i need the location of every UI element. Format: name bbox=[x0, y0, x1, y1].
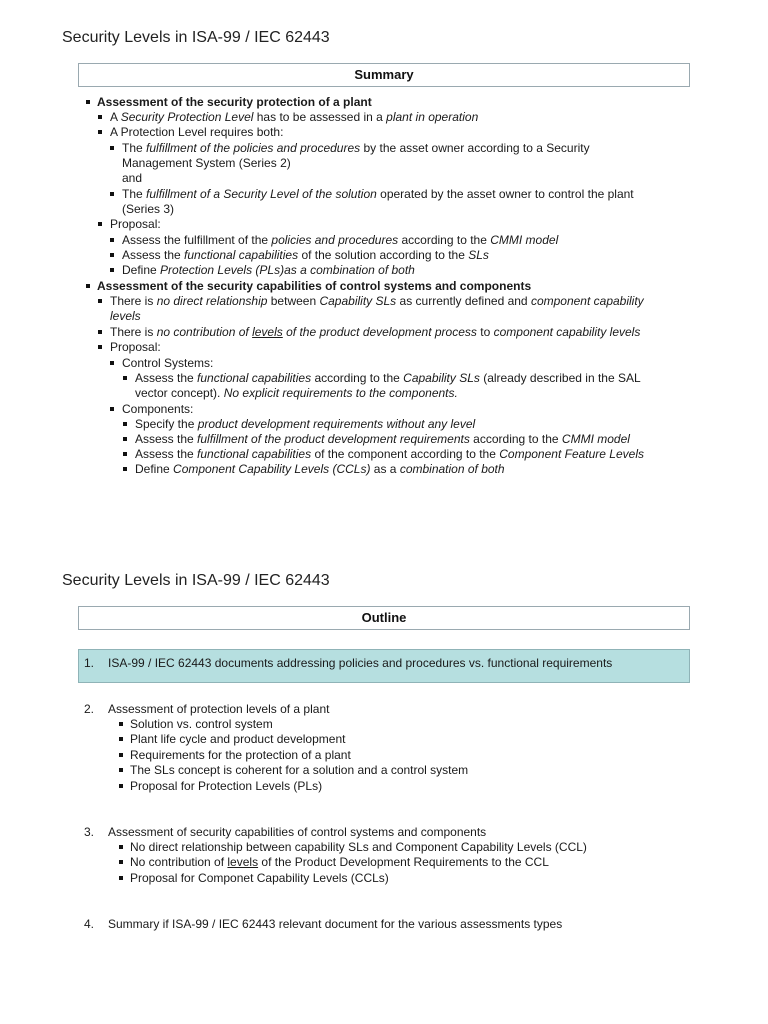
outline-item-number: 3. bbox=[84, 825, 95, 839]
summary-line: Assess the functional capabilities of the component according to the Component Feature Levels bbox=[135, 447, 644, 461]
bullet bbox=[123, 437, 127, 441]
bullet bbox=[110, 407, 114, 411]
bullet bbox=[98, 115, 102, 119]
summary-line: The fulfillment of a Security Level of the solution operated by the asset owner to control the plant bbox=[122, 187, 634, 201]
summary-line: Assessment of the security capabilities of control systems and components bbox=[97, 279, 532, 293]
summary-line: The fulfillment of the policies and procedures by the asset owner according to a Security bbox=[122, 141, 590, 155]
bullet bbox=[123, 422, 127, 426]
bullet bbox=[98, 330, 102, 334]
summary-line: Control Systems: bbox=[122, 356, 214, 370]
summary-line: Assess the fulfillment of the policies and procedures according to the CMMI model bbox=[122, 233, 559, 247]
outline-item-number: 1. bbox=[84, 656, 95, 670]
summary-line: levels bbox=[110, 309, 141, 323]
summary-line: Define Protection Levels (PLs)as a combination of both bbox=[122, 263, 415, 277]
bullet bbox=[98, 130, 102, 134]
outline-box-title: Outline bbox=[78, 606, 690, 630]
outline-subitem: The SLs concept is coherent for a solution and a control system bbox=[130, 763, 469, 777]
outline-subitem: Plant life cycle and product development bbox=[130, 732, 346, 746]
summary-line: There is no direct relationship between Capability SLs as currently defined and component capability bbox=[110, 294, 644, 308]
outline-subitem: Requirements for the protection of a plant bbox=[130, 748, 351, 762]
outline-item: ISA-99 / IEC 62443 documents addressing policies and procedures vs. functional requirements bbox=[108, 656, 613, 670]
summary-line: Assess the functional capabilities according to the Capability SLs (already described in the SAL bbox=[135, 371, 641, 385]
bullet bbox=[119, 876, 123, 880]
bullet bbox=[98, 222, 102, 226]
summary-line: Components: bbox=[122, 402, 194, 416]
slide-title-outline: Security Levels in ISA-99 / IEC 62443 bbox=[62, 572, 330, 589]
bullet bbox=[119, 737, 123, 741]
summary-line: Proposal: bbox=[110, 217, 161, 231]
bullet bbox=[119, 845, 123, 849]
bullet bbox=[123, 452, 127, 456]
outline-subitem: No contribution of levels of the Product Development Requirements to the CCL bbox=[130, 855, 549, 869]
outline-subitem: No direct relationship between capability SLs and Component Capability Levels (CCL) bbox=[130, 840, 587, 854]
bullet bbox=[119, 860, 123, 864]
bullet bbox=[119, 784, 123, 788]
bullet bbox=[86, 284, 90, 288]
summary-line: vector concept). No explicit requirements to the components. bbox=[135, 386, 458, 400]
bullet bbox=[98, 345, 102, 349]
summary-line: Assessment of the security protection of a plant bbox=[97, 95, 372, 109]
summary-line: Proposal: bbox=[110, 340, 161, 354]
outline-item-number: 4. bbox=[84, 917, 95, 931]
bullet bbox=[119, 768, 123, 772]
summary-line: and bbox=[122, 171, 143, 185]
slide-title-summary: Security Levels in ISA-99 / IEC 62443 bbox=[62, 29, 330, 46]
outline-item: Assessment of protection levels of a plant bbox=[108, 702, 330, 716]
outline-subitem: Proposal for Componet Capability Levels (CCLs) bbox=[130, 871, 389, 885]
outline-item: Assessment of security capabilities of control systems and components bbox=[108, 825, 487, 839]
summary-line: A Security Protection Level has to be assessed in a plant in operation bbox=[110, 110, 479, 124]
outline-subitem: Solution vs. control system bbox=[130, 717, 273, 731]
bullet bbox=[119, 753, 123, 757]
bullet bbox=[110, 268, 114, 272]
outline-subitem: Proposal for Protection Levels (PLs) bbox=[130, 779, 323, 793]
summary-line: Assess the functional capabilities of the solution according to the SLs bbox=[122, 248, 489, 262]
summary-line: A Protection Level requires both: bbox=[110, 125, 284, 139]
summary-line: Define Component Capability Levels (CCLs) as a combination of both bbox=[135, 462, 505, 476]
bullet bbox=[110, 238, 114, 242]
bullet bbox=[110, 253, 114, 257]
bullet bbox=[123, 376, 127, 380]
bullet bbox=[110, 361, 114, 365]
summary-line: (Series 3) bbox=[122, 202, 175, 216]
summary-line: Assess the fulfillment of the product development requirements according to the CMMI model bbox=[135, 432, 630, 446]
outline-item: Summary if ISA-99 / IEC 62443 relevant document for the various assessments types bbox=[108, 917, 563, 931]
bullet bbox=[110, 146, 114, 150]
summary-box-title: Summary bbox=[78, 63, 690, 87]
bullet bbox=[110, 192, 114, 196]
summary-line: Specify the product development requirements without any level bbox=[135, 417, 476, 431]
bullet bbox=[98, 299, 102, 303]
outline-item-number: 2. bbox=[84, 702, 95, 716]
summary-line: Management System (Series 2) bbox=[122, 156, 291, 170]
bullet bbox=[119, 722, 123, 726]
bullet bbox=[86, 100, 90, 104]
bullet bbox=[123, 467, 127, 471]
summary-line: There is no contribution of levels of the product development process to component capability levels bbox=[110, 325, 641, 339]
